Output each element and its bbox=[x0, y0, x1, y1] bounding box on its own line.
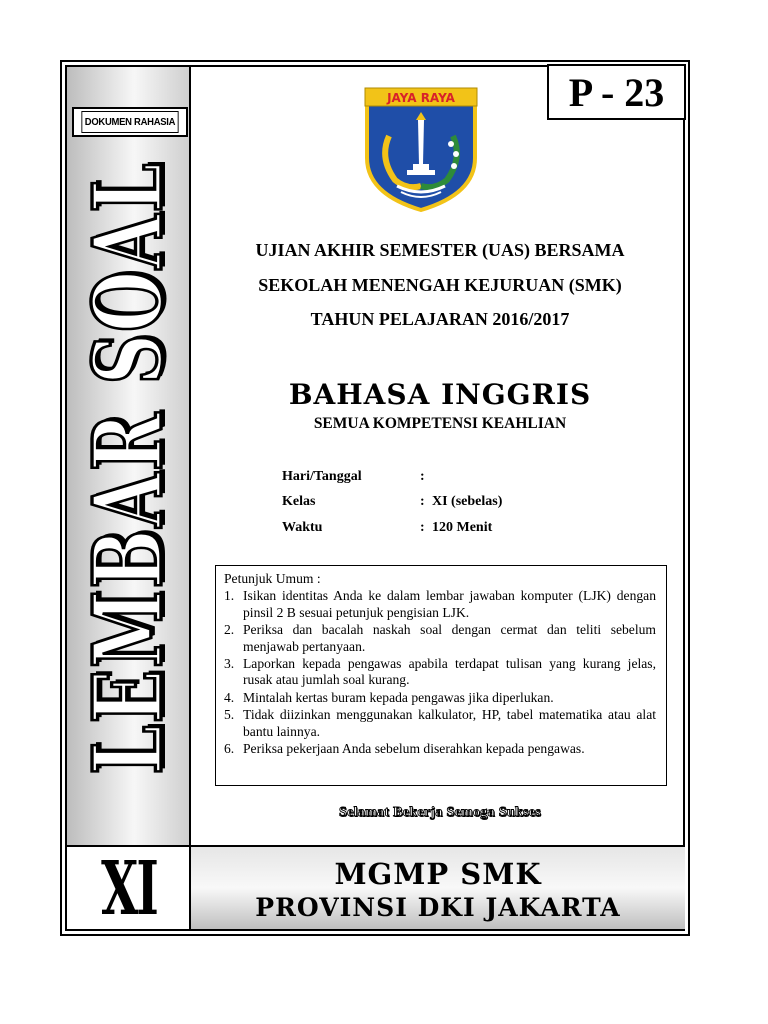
instruction-number: 3. bbox=[224, 656, 235, 672]
instructions-title: Petunjuk Umum : bbox=[224, 571, 321, 586]
confidential-badge bbox=[72, 107, 188, 137]
instruction-number: 1. bbox=[224, 588, 235, 604]
instruction-number: 4. bbox=[224, 689, 235, 705]
instruction-text: Mintalah kertas buram kepada pengawas jika diperlukan. bbox=[243, 689, 554, 705]
instruction-item bbox=[224, 656, 656, 689]
grade-label: XI bbox=[101, 845, 157, 933]
info-colon: : bbox=[420, 494, 425, 509]
info-value: 120 Menit bbox=[432, 520, 493, 535]
instruction-item bbox=[224, 588, 656, 621]
instructions-box bbox=[215, 565, 667, 786]
footer-line-2: PROVINSI DKI JAKARTA bbox=[255, 893, 621, 922]
instructions-list bbox=[224, 588, 656, 757]
jakarta-emblem-icon bbox=[361, 86, 481, 212]
instruction-number: 6. bbox=[224, 741, 235, 757]
info-colon: : bbox=[420, 520, 425, 535]
info-label: Kelas bbox=[282, 494, 316, 509]
header-line-3: TAHUN PELAJARAN 2016/2017 bbox=[310, 309, 570, 329]
grade-box bbox=[67, 845, 191, 933]
info-label: Hari/Tanggal bbox=[282, 469, 362, 484]
instruction-text: Tidak diizinkan menggunakan kalkulator, HP, tabel matematika atau alat bantu lainnya. bbox=[243, 707, 656, 739]
instruction-item bbox=[224, 741, 656, 757]
instruction-text: Periksa pekerjaan Anda sebelum diserahkan kepada pengawas. bbox=[243, 741, 585, 757]
subject-title: BAHASA INGGRIS bbox=[288, 378, 592, 411]
package-code: P - 23 bbox=[547, 64, 686, 120]
confidential-label: DOKUMEN RAHASIA bbox=[81, 111, 178, 133]
instruction-text: Periksa dan bacalah naskah soal dengan cermat dan teliti sebelum menjawab pertanyaan. bbox=[243, 622, 656, 654]
side-title: LEMBAR SOAL bbox=[71, 161, 185, 775]
instruction-item bbox=[224, 707, 656, 740]
instruction-item bbox=[224, 622, 656, 655]
info-label: Waktu bbox=[282, 520, 323, 535]
header-line-1: UJIAN AKHIR SEMESTER (UAS) BERSAMA bbox=[255, 240, 625, 260]
info-value: XI (sebelas) bbox=[432, 494, 503, 509]
greeting-text: Selamat Bekerja Semoga Sukses bbox=[339, 805, 541, 820]
instruction-text: Isikan identitas Anda ke dalam lembar jawaban komputer (LJK) dengan pinsil 2 B sesuai petunjuk pengisian LJK. bbox=[243, 588, 656, 620]
emblem-motto: JAYA RAYA bbox=[387, 91, 455, 105]
header-line-2: SEKOLAH MENENGAH KEJURUAN (SMK) bbox=[258, 275, 622, 295]
subject-subtitle: SEMUA KOMPETENSI KEAHLIAN bbox=[313, 415, 567, 432]
footer-banner bbox=[191, 845, 685, 929]
info-colon: : bbox=[420, 469, 425, 484]
instruction-number: 5. bbox=[224, 707, 235, 723]
footer-line-1: MGMP SMK bbox=[334, 857, 542, 891]
instruction-text: Laporkan kepada pengawas apabila terdapat tulisan yang kurang jelas, rusak atau jumlah soal kurang. bbox=[243, 656, 656, 688]
instruction-number: 2. bbox=[224, 622, 235, 638]
instruction-item bbox=[224, 690, 656, 706]
